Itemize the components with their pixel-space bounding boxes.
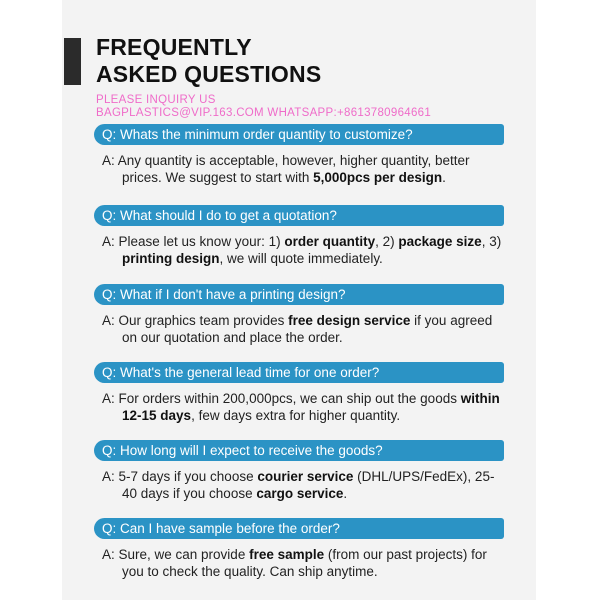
title-line-2: ASKED QUESTIONS — [96, 61, 322, 87]
faq-item — [94, 440, 504, 502]
faq-question: Q: What if I don't have a printing design? — [94, 284, 504, 305]
email-whatsapp-text: BAGPLASTICS@VIP.163.COM WHATSAPP:+8613780964661 — [96, 107, 432, 119]
faq-answer — [94, 312, 504, 346]
answer-highlight: package size — [398, 234, 482, 249]
answer-text: A: For orders within 200,000pcs, we can ship out the goods — [102, 391, 461, 406]
answer-text: , few days extra for higher quantity. — [191, 408, 401, 423]
answer-text: (DHL/UPS/FedEx), 25-40 days if you choose — [122, 469, 495, 501]
answer-text: A: Please let us know your: 1) — [102, 234, 285, 249]
faq-question: Q: Can I have sample before the order? — [94, 518, 504, 539]
title-accent-bar — [64, 38, 81, 85]
answer-highlight: order quantity — [284, 234, 376, 249]
answer-highlight: courier service — [257, 469, 354, 484]
answer-text: , 2) — [375, 234, 399, 249]
answer-text: A: Our graphics team provides — [102, 313, 289, 328]
faq-item — [94, 518, 504, 580]
contact-info — [96, 94, 431, 120]
answer-text: A: Any quantity is acceptable, however, higher quantity, better prices. We suggest to start with — [102, 153, 470, 185]
answer-text: A: Sure, we can provide — [102, 547, 250, 562]
faq-answer — [94, 546, 504, 580]
answer-highlight: cargo service — [256, 486, 344, 501]
faq-answer — [94, 152, 504, 186]
faq-item — [94, 284, 504, 346]
answer-text: . — [343, 486, 348, 501]
page-title — [96, 34, 321, 88]
answer-text: . — [442, 170, 446, 185]
faq-answer — [94, 233, 504, 267]
faq-question: Q: What's the general lead time for one order? — [94, 362, 504, 383]
faq-item — [94, 362, 504, 424]
title-line-1: FREQUENTLY — [96, 34, 252, 60]
faq-question: Q: What should I do to get a quotation? — [94, 205, 504, 226]
answer-highlight: 5,000pcs per design — [313, 170, 443, 185]
answer-highlight: printing design — [122, 251, 220, 266]
answer-highlight: within 12-15 days — [122, 391, 500, 423]
faq-answer — [94, 468, 504, 502]
answer-highlight: free sample — [249, 547, 325, 562]
faq-question: Q: Whats the minimum order quantity to customize? — [94, 124, 504, 145]
answer-text: (from our past projects) for you to check the quality. Can ship anytime. — [122, 547, 487, 579]
answer-text: if you agreed on our quotation and place the order. — [122, 313, 493, 345]
faq-item — [94, 205, 504, 267]
answer-text: A: 5-7 days if you choose — [102, 469, 258, 484]
answer-text: , 3) — [481, 234, 502, 249]
inquiry-text: PLEASE INQUIRY US — [96, 94, 216, 106]
answer-text: , we will quote immediately. — [219, 251, 383, 266]
faq-item — [94, 124, 504, 186]
faq-answer — [94, 390, 504, 424]
answer-highlight: free design service — [288, 313, 411, 328]
faq-question: Q: How long will I expect to receive the goods? — [94, 440, 504, 461]
